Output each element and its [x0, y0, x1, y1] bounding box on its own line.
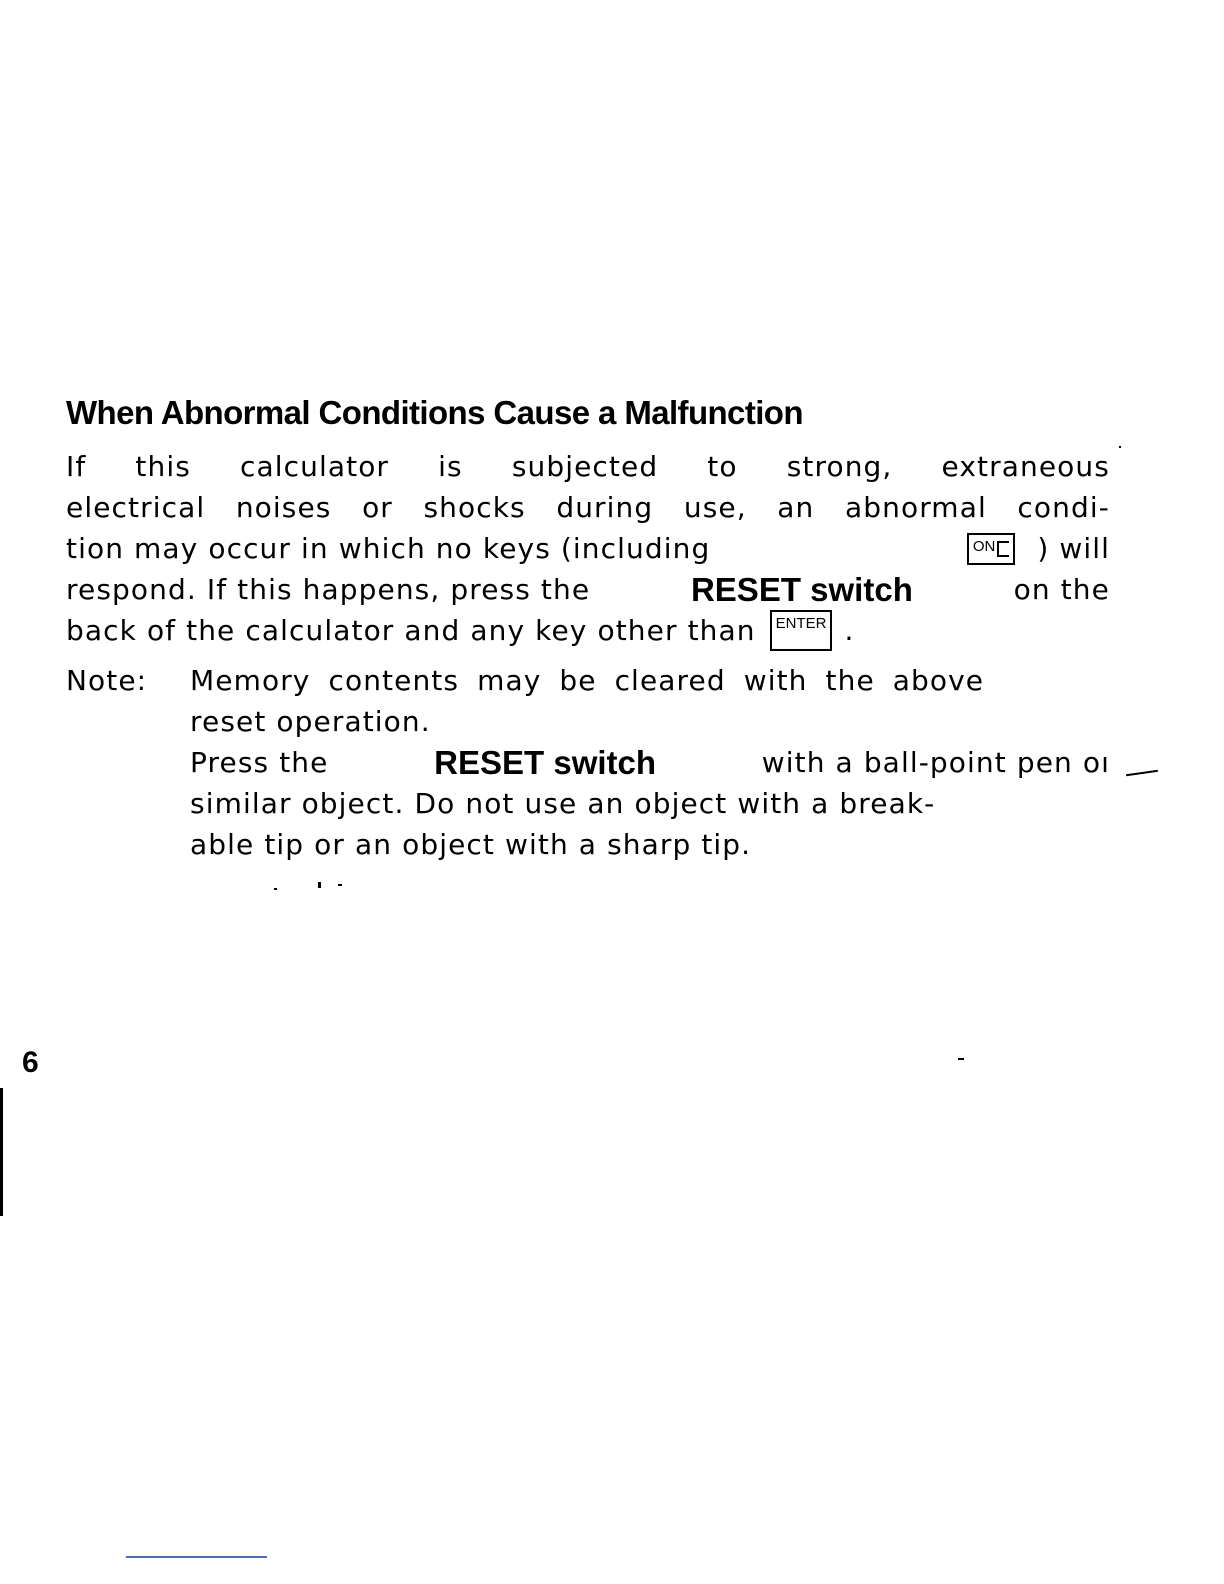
scan-speck — [1126, 770, 1158, 776]
scan-speck — [274, 888, 277, 890]
scan-edge-mark — [0, 1088, 3, 1216]
paragraph-line-5 — [66, 610, 1110, 651]
word: noises — [235, 491, 332, 524]
line-text: able tip or an object with a sharp tip. — [190, 828, 752, 861]
word: is — [438, 450, 463, 483]
reset-switch-term: RESET switch — [434, 744, 657, 781]
clear-bracket-icon — [997, 541, 1009, 557]
paragraph-line-4 — [66, 569, 1110, 610]
scan-speck — [338, 884, 342, 886]
enter-key-icon: ENTER — [770, 610, 833, 651]
note-line-2 — [190, 701, 1110, 742]
word: extraneous — [941, 450, 1110, 483]
word: shocks — [423, 491, 526, 524]
note-line-1 — [190, 660, 1110, 701]
line-text: Memory contents may be cleared with the above — [190, 664, 985, 697]
line-text: respond. If this happens, press the — [66, 573, 591, 606]
note-line-4 — [190, 783, 1110, 824]
word: abnormal — [844, 491, 987, 524]
line-text: reset operation. — [190, 705, 431, 738]
word: this — [135, 450, 191, 483]
word: use, — [683, 491, 747, 524]
scan-speck — [958, 1058, 964, 1060]
word: subjected — [511, 450, 659, 483]
note-line-3 — [190, 742, 1110, 783]
reset-switch-term: RESET switch — [690, 571, 913, 608]
paragraph-line-2 — [66, 487, 1110, 528]
word: during — [556, 491, 654, 524]
line-text: back of the calculator and any key other than — [66, 614, 756, 647]
line-text: tion may occur in which no keys (including — [66, 532, 711, 565]
page-number: 6 — [22, 1046, 39, 1079]
word: If — [66, 450, 87, 483]
note-label: Note: — [66, 664, 148, 697]
line-text: on the — [1013, 573, 1110, 606]
paragraph-line-3 — [66, 528, 1110, 569]
line-text: . — [844, 614, 855, 647]
word: strong, — [786, 450, 893, 483]
on-key-icon — [967, 533, 1016, 565]
paragraph-line-1 — [66, 446, 1110, 487]
key-group — [967, 528, 1110, 569]
word: condi- — [1017, 491, 1110, 524]
line-text: ) will — [1037, 532, 1110, 565]
on-key-label: ON — [972, 537, 996, 555]
scan-speck — [318, 882, 321, 888]
line-text: with a ball-point pen oı — [761, 746, 1110, 779]
note-line-5 — [190, 824, 1110, 865]
section-heading: When Abnormal Conditions Cause a Malfunction — [66, 394, 803, 431]
bottom-rule — [126, 1556, 267, 1558]
line-text: Press the — [190, 746, 329, 779]
word: calculator — [240, 450, 390, 483]
line-text: similar object. Do not use an object with a break- — [190, 787, 936, 820]
word: or — [362, 491, 393, 524]
word: electrical — [66, 491, 206, 524]
word: to — [707, 450, 738, 483]
scan-speck — [1119, 446, 1121, 448]
word: an — [777, 491, 815, 524]
